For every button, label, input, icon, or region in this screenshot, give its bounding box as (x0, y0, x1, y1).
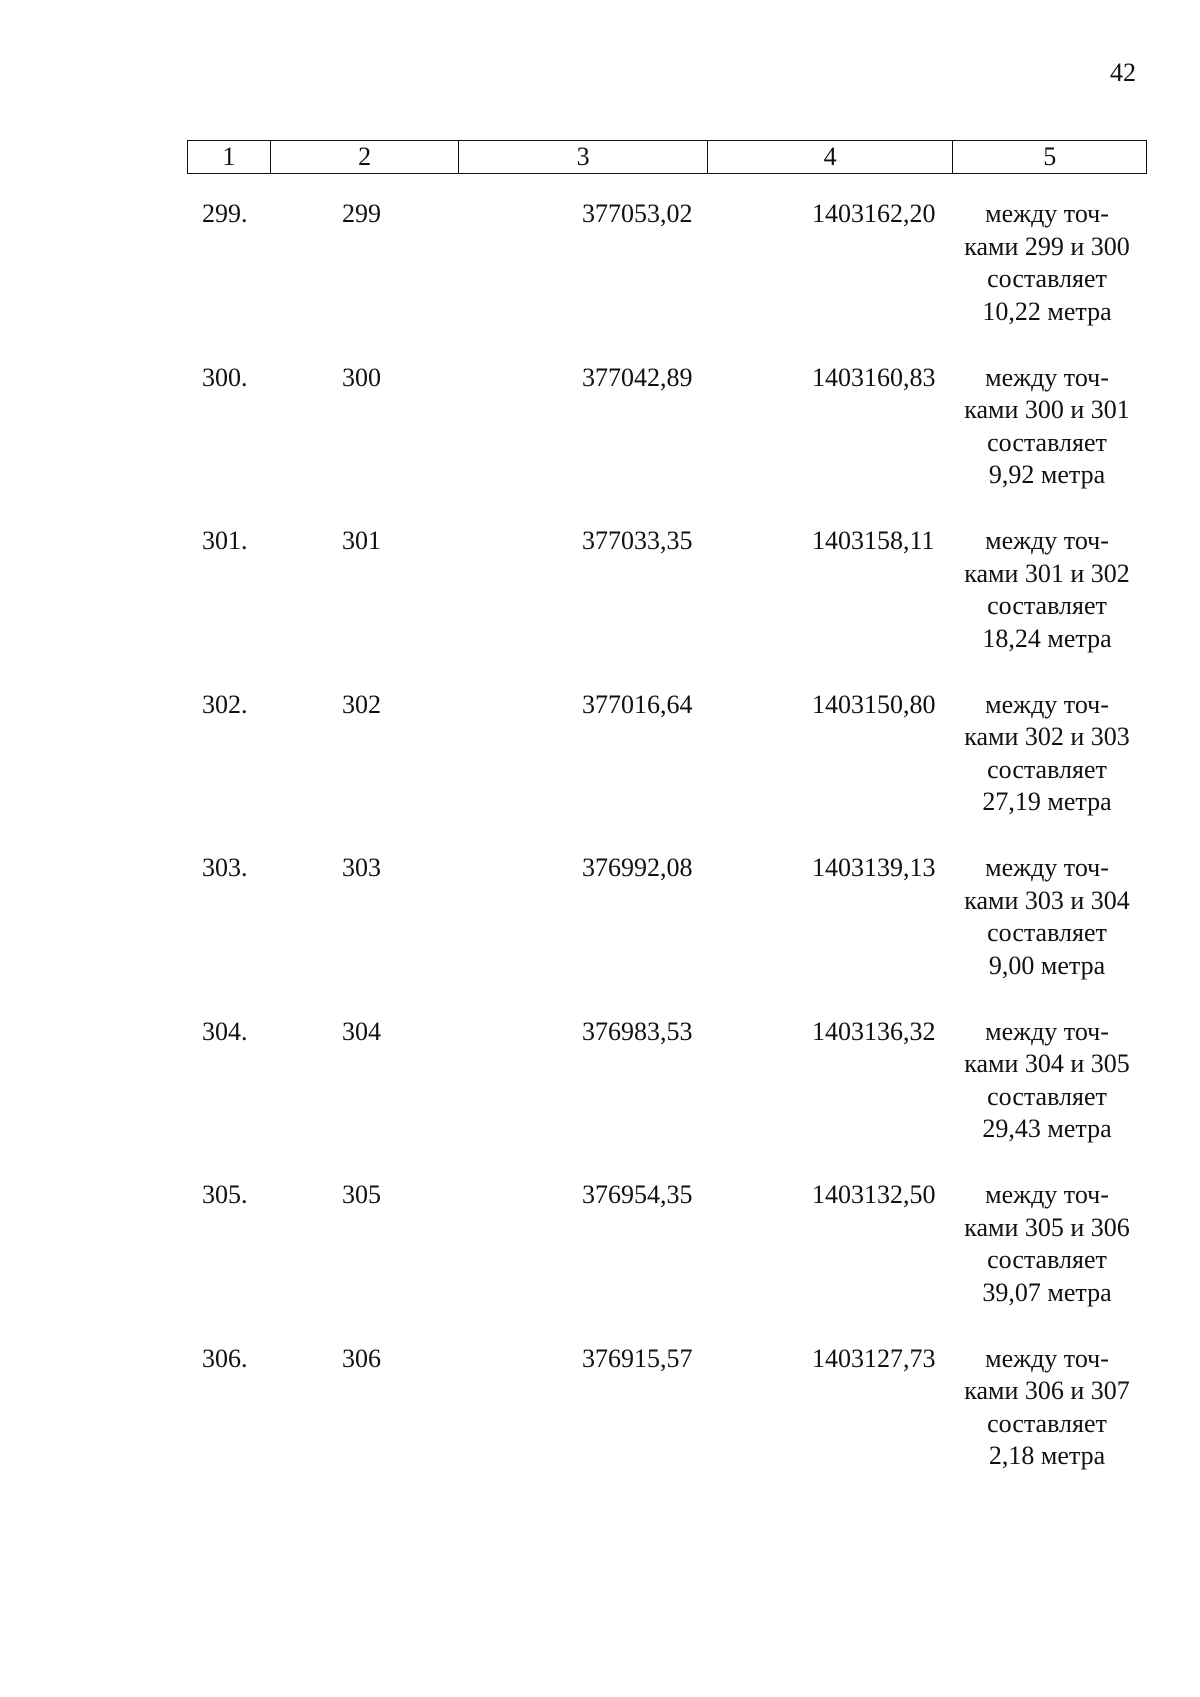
x-coordinate: 376915,57 (582, 1343, 693, 1373)
page-number: 42 (1110, 58, 1136, 87)
column-header-1: 1 (188, 141, 271, 174)
description-line: ками 299 и 300 (964, 231, 1130, 261)
distance-description (952, 689, 1142, 819)
description-line: между точ- (985, 689, 1109, 719)
description-line: ками 306 и 307 (964, 1376, 1130, 1405)
row-number: 306. (202, 1343, 248, 1373)
column-header-5: 5 (953, 141, 1147, 174)
distance-description (952, 362, 1142, 492)
table-row (0, 1343, 1200, 1507)
y-coordinate: 1403136,32 (812, 1016, 936, 1046)
y-coordinate: 1403160,83 (812, 362, 936, 392)
y-coordinate: 1403150,80 (812, 689, 936, 719)
description-line: между точ- (985, 526, 1109, 555)
y-coordinate: 1403158,11 (812, 526, 935, 555)
row-number: 304. (202, 1016, 248, 1046)
x-coordinate: 376992,08 (582, 853, 693, 882)
description-line: 2,18 метра (988, 1441, 1106, 1470)
row-number: 299. (202, 199, 248, 228)
table-row (0, 525, 1200, 689)
description-line: между точ- (985, 1180, 1109, 1209)
x-coordinate: 377042,89 (582, 362, 693, 392)
distance-description (952, 198, 1142, 328)
column-header-4: 4 (707, 141, 952, 174)
description-line: 29,43 метра (982, 1114, 1112, 1143)
x-coordinate: 377053,02 (582, 199, 693, 228)
point-number: 304 (342, 1016, 381, 1046)
distance-description (952, 852, 1142, 982)
description-line: ками 305 и 306 (964, 1212, 1130, 1242)
table-row (0, 852, 1200, 1016)
point-number: 305 (342, 1180, 381, 1209)
distance-description (952, 1343, 1142, 1473)
row-number: 301. (202, 526, 248, 555)
distance-description (952, 1179, 1142, 1309)
description-line: 18,24 метра (982, 623, 1112, 653)
y-coordinate: 1403162,20 (812, 199, 936, 228)
description-line: 9,00 метра (988, 950, 1106, 980)
point-number: 301 (342, 526, 381, 555)
table-row (0, 362, 1200, 526)
point-number: 306 (342, 1343, 381, 1373)
x-coordinate: 376983,53 (582, 1016, 693, 1046)
column-header-2: 2 (270, 141, 459, 174)
row-number: 303. (202, 853, 248, 882)
column-header-row (188, 141, 1147, 174)
description-line: 27,19 метра (982, 787, 1112, 816)
column-header-3: 3 (459, 141, 707, 174)
point-number: 303 (342, 853, 381, 882)
x-coordinate: 377033,35 (582, 526, 693, 555)
y-coordinate: 1403139,13 (812, 853, 936, 882)
description-line: составляет (987, 1408, 1107, 1438)
description-line: между точ- (985, 1343, 1109, 1373)
description-line: 9,92 метра (988, 460, 1106, 489)
table-row (0, 689, 1200, 853)
point-number: 300 (342, 362, 381, 392)
description-line: ками 304 и 305 (964, 1049, 1130, 1078)
description-line: составляет (987, 264, 1107, 293)
column-header-table (187, 140, 1147, 174)
description-line: составляет (987, 427, 1107, 457)
description-line: составляет (987, 918, 1107, 947)
distance-description (952, 1016, 1142, 1146)
description-line: между точ- (985, 362, 1109, 392)
description-line: составляет (987, 591, 1107, 620)
coordinate-rows (0, 198, 1200, 1506)
x-coordinate: 376954,35 (582, 1180, 693, 1209)
distance-description (952, 525, 1142, 655)
point-number: 299 (342, 199, 381, 228)
table-row (0, 1179, 1200, 1343)
description-line: 10,22 метра (982, 296, 1112, 326)
row-number: 300. (202, 362, 248, 392)
description-line: составляет (987, 1245, 1107, 1274)
description-line: между точ- (985, 199, 1109, 228)
description-line: ками 303 и 304 (964, 885, 1130, 915)
row-number: 302. (202, 689, 248, 719)
point-number: 302 (342, 689, 381, 719)
y-coordinate: 1403127,73 (812, 1343, 936, 1373)
x-coordinate: 377016,64 (582, 689, 693, 719)
description-line: составляет (987, 754, 1107, 784)
description-line: ками 300 и 301 (964, 395, 1130, 424)
description-line: 39,07 метра (982, 1277, 1112, 1307)
description-line: составляет (987, 1081, 1107, 1111)
table-row (0, 1016, 1200, 1180)
description-line: между точ- (985, 1016, 1109, 1046)
description-line: ками 302 и 303 (964, 722, 1130, 751)
description-line: ками 301 и 302 (964, 558, 1130, 588)
row-number: 305. (202, 1180, 248, 1209)
table-row (0, 198, 1200, 362)
y-coordinate: 1403132,50 (812, 1180, 936, 1209)
description-line: между точ- (985, 853, 1109, 882)
